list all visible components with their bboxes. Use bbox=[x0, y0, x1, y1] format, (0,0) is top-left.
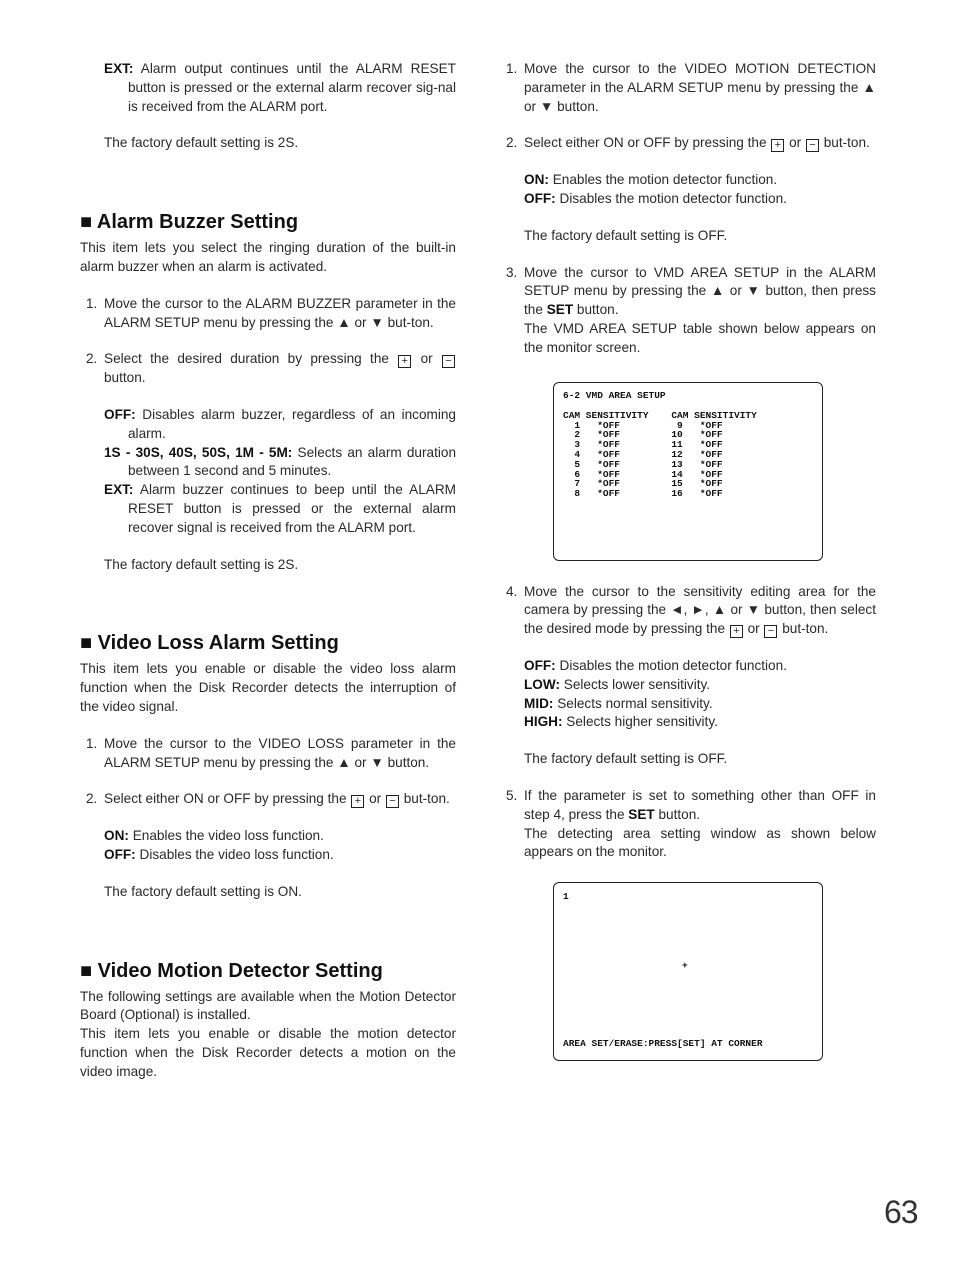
plus-key-icon: + bbox=[771, 139, 784, 152]
buzzer-step-2: 2. Select the desired duration by pressing the + or − button. bbox=[86, 350, 456, 388]
arrow-keys-icon: ◄, ►, ▲ bbox=[670, 602, 727, 618]
plus-key-icon: + bbox=[351, 795, 364, 808]
buzzer-ext-option: EXT: Alarm buzzer continues to beep until the ALARM RESET button is pressed or the external alarm recover signal is received from the ALARM port. bbox=[104, 482, 456, 535]
down-arrow-icon: ▼ bbox=[370, 754, 384, 770]
buzzer-duration-option: 1S - 30S, 40S, 50S, 1M - 5M: Selects an alarm duration between 1 second and 5 minutes. bbox=[104, 444, 456, 479]
sens-low-option: LOW: Selects lower sensitivity. bbox=[524, 676, 711, 692]
vmd-step-1: 1. Move the cursor to the VIDEO MOTION DETECTION parameter in the ALARM SETUP menu by pressing the ▲ or ▼ button. bbox=[506, 61, 876, 114]
vmd-area-setup-screen bbox=[553, 382, 823, 561]
alarm-buzzer-intro: This item lets you select the ringing duration of the built-in alarm buzzer when an alarm is activated. bbox=[80, 240, 456, 274]
screen-row: 8 *OFF 16 *OFF bbox=[563, 488, 723, 500]
screen-title: 6-2 VMD AREA SETUP bbox=[563, 389, 666, 401]
vmd-step-5: 5. If the parameter is set to something other than OFF in step 4, press the SET button. The detecting area setting window as shown below appears on the monitor. bbox=[506, 787, 876, 860]
video-loss-heading: ■ Video Loss Alarm Setting bbox=[80, 632, 339, 655]
video-loss-step-2: 2. Select either ON or OFF by pressing the + or − but-ton. bbox=[86, 791, 450, 808]
screen-header: CAM SENSITIVITY CAM SENSITIVITY bbox=[563, 409, 757, 421]
vmd-off-option: OFF: Disables the motion detector function. bbox=[524, 190, 787, 206]
screen-rows bbox=[563, 421, 723, 499]
plus-key-icon: + bbox=[398, 355, 411, 368]
screen-row: 2 *OFF 10 *OFF bbox=[563, 429, 723, 441]
area-corner-label: 1 bbox=[563, 891, 569, 903]
up-arrow-icon: ▲ bbox=[710, 283, 726, 299]
screen-row: 1 *OFF 9 *OFF bbox=[563, 419, 723, 431]
screen-row: 4 *OFF 12 *OFF bbox=[563, 448, 723, 460]
minus-key-icon: − bbox=[442, 355, 455, 368]
detection-area-screen bbox=[553, 882, 823, 1061]
right-column bbox=[506, 60, 876, 1061]
video-loss-default-note: The factory default setting is ON. bbox=[104, 883, 302, 899]
crosshair-cursor: + bbox=[682, 960, 688, 972]
alarm-buzzer-heading: ■ Alarm Buzzer Setting bbox=[80, 211, 299, 234]
video-loss-on-option: ON: Enables the video loss function. bbox=[104, 828, 324, 844]
sens-off-option: OFF: Disables the motion detector function. bbox=[524, 657, 787, 673]
sens-mid-option: MID: Selects normal sensitivity. bbox=[524, 695, 713, 711]
down-arrow-icon: ▼ bbox=[539, 98, 554, 114]
default-note: The factory default setting is 2S. bbox=[104, 135, 299, 151]
up-arrow-icon: ▲ bbox=[337, 754, 351, 770]
buzzer-step-1: 1. Move the cursor to the ALARM BUZZER parameter in the ALARM SETUP menu by pressing the ▲ or ▼ but-ton. bbox=[86, 295, 456, 330]
vmd-default-note: The factory default setting is OFF. bbox=[524, 227, 728, 243]
video-loss-step-1: 1. Move the cursor to the VIDEO LOSS parameter in the ALARM SETUP menu by pressing the ▲ or ▼ button. bbox=[86, 735, 456, 770]
screen-row: 5 *OFF 13 *OFF bbox=[563, 458, 723, 470]
vmd-intro-1: The following settings are available when the Motion Detector Board (Optional) is installed. bbox=[80, 988, 456, 1023]
vmd-heading: ■ Video Motion Detector Setting bbox=[80, 959, 383, 982]
down-arrow-icon: ▼ bbox=[746, 602, 761, 618]
screen-row: 7 *OFF 15 *OFF bbox=[563, 478, 723, 490]
vmd-intro-2: This item lets you enable or disable the motion detector function when the Disk Recorder detects a motion on the video image. bbox=[80, 1026, 456, 1079]
minus-key-icon: − bbox=[806, 139, 819, 152]
sens-default-note: The factory default setting is OFF. bbox=[524, 751, 728, 767]
screen-row: 3 *OFF 11 *OFF bbox=[563, 439, 723, 451]
vmd-on-option: ON: Enables the motion detector function. bbox=[524, 172, 778, 188]
plus-key-icon: + bbox=[730, 625, 743, 638]
down-arrow-icon: ▼ bbox=[370, 314, 384, 330]
screen-row: 6 *OFF 14 *OFF bbox=[563, 468, 723, 480]
left-column bbox=[80, 60, 456, 1082]
minus-key-icon: − bbox=[386, 795, 399, 808]
up-arrow-icon: ▲ bbox=[862, 79, 876, 95]
vmd-step-3: 3. Move the cursor to VMD AREA SETUP in the ALARM SETUP menu by pressing the ▲ or ▼ button, then press the SET button. The VMD AREA SETUP table shown below appears on the monitor screen. bbox=[506, 264, 876, 355]
minus-key-icon: − bbox=[764, 625, 777, 638]
vmd-step-2: 2. Select either ON or OFF by pressing the + or − but-ton. bbox=[506, 135, 870, 152]
page-number: 63 bbox=[884, 1194, 918, 1230]
area-footer-text: AREA SET/ERASE:PRESS[SET] AT CORNER bbox=[563, 1038, 763, 1050]
ext-intro-item: EXT: Alarm output continues until the ALARM RESET button is pressed or the external alarm recover sig-nal is received from the ALARM port. bbox=[104, 61, 456, 114]
video-loss-off-option: OFF: Disables the video loss function. bbox=[104, 846, 334, 862]
video-loss-intro: This item lets you enable or disable the video loss alarm function when the Disk Recorder detects the interruption of the video signal. bbox=[80, 661, 456, 714]
down-arrow-icon: ▼ bbox=[746, 283, 761, 299]
up-arrow-icon: ▲ bbox=[337, 314, 351, 330]
sens-high-option: HIGH: Selects higher sensitivity. bbox=[524, 714, 718, 730]
buzzer-off-option: OFF: Disables alarm buzzer, regardless of an incoming alarm. bbox=[104, 406, 456, 441]
buzzer-default-note: The factory default setting is 2S. bbox=[104, 556, 299, 572]
vmd-step-4: 4. Move the cursor to the sensitivity editing area for the camera by pressing the ◄, ►, ▲ or ▼ button, then select the desired mode by pressing the + or − but-ton. bbox=[506, 583, 876, 638]
